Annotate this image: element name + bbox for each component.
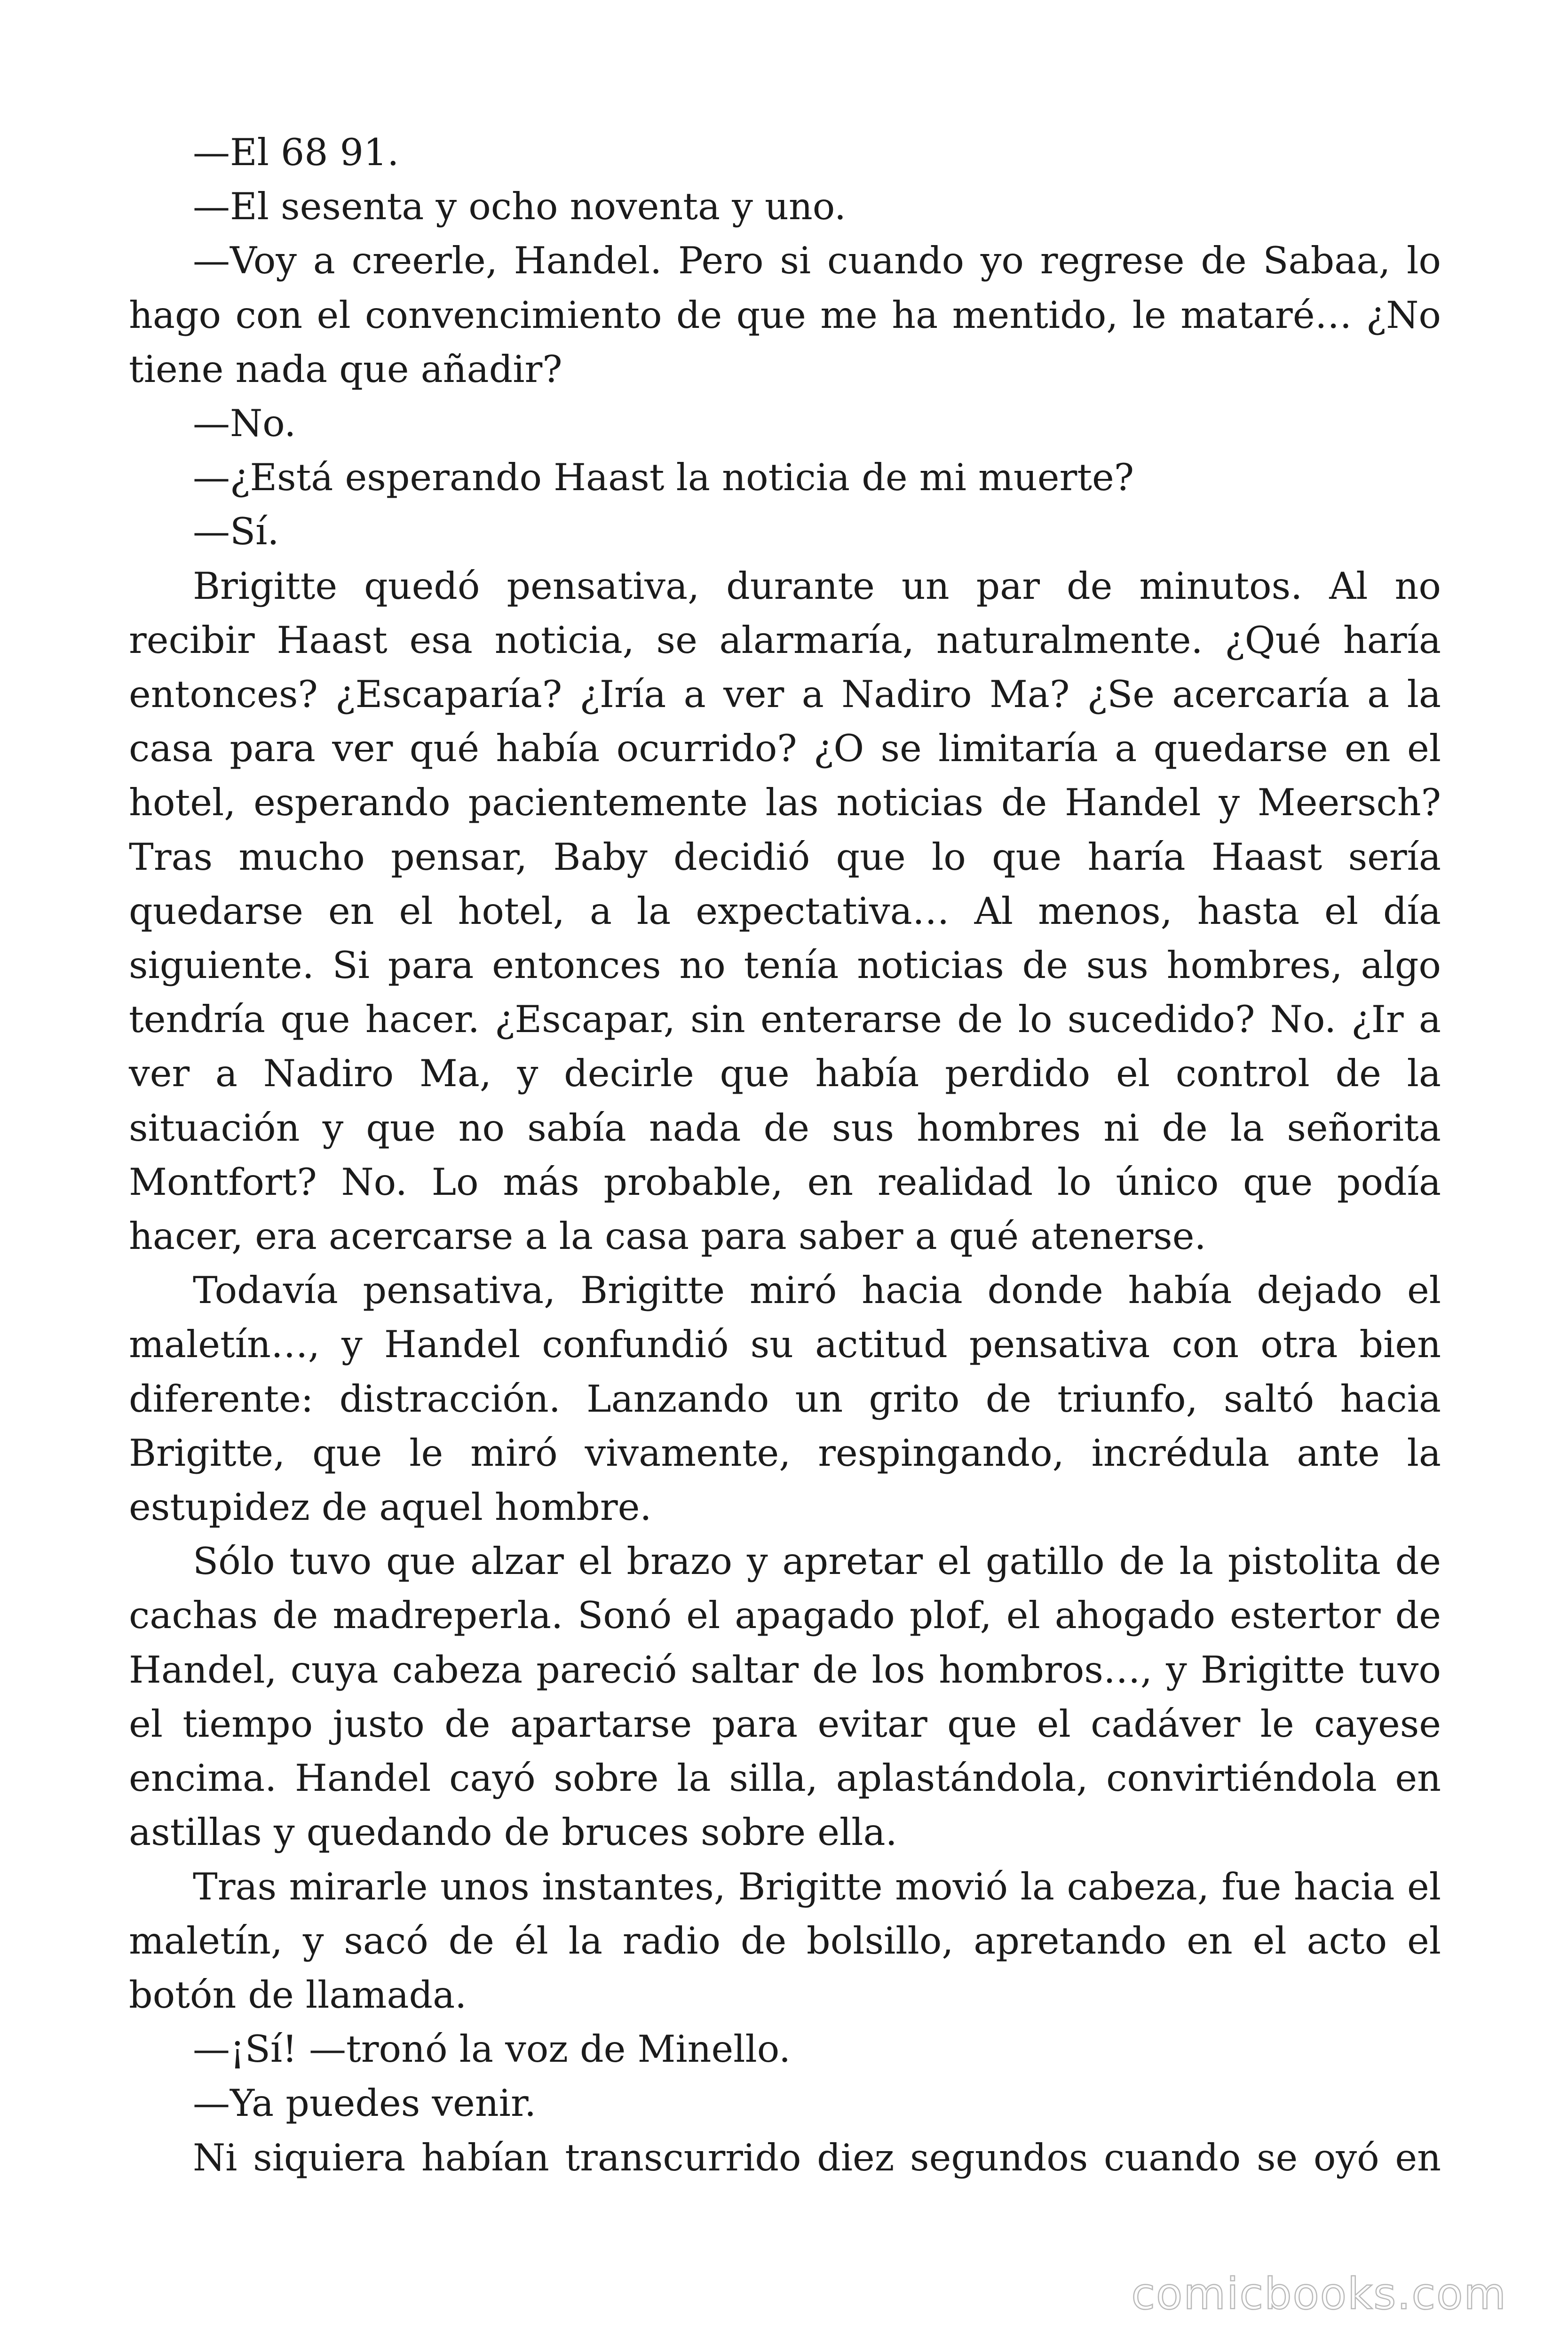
paragraph: Todavía pensativa, Brigitte miró hacia donde había dejado el maletín…, y Handel confundió su actitud pensativa con otra bien diferente: distracción. Lanzando un grito de triunfo, saltó hacia Brigitte, que le miró vivamente, respingando, incrédula ante la estupidez de aquel hombre. bbox=[129, 1269, 1441, 1529]
paragraph: Tras mirarle unos instantes, Brigitte movió la cabeza, fue hacia el maletín, y sacó de él la radio de bolsillo, apretando en el acto el botón de llamada. bbox=[129, 1865, 1441, 2017]
paragraph: —Voy a creerle, Handel. Pero si cuando yo regrese de Sabaa, lo hago con el convencimiento de que me ha mentido, le mataré… ¿No tiene nada que añadir? bbox=[129, 239, 1441, 391]
paragraph: Brigitte quedó pensativa, durante un par de minutos. Al no recibir Haast esa noticia, se alarmaría, naturalmente. ¿Qué haría entonces? ¿Escaparía? ¿Iría a ver a Nadiro Ma? ¿Se acercaría a la casa para ver qué había ocurrido? ¿O se limitaría a quedarse en el hotel, esperando pacientemente las noticias de Handel y Meersch? Tras mucho pensar, Baby decidió que lo que haría Haast sería quedarse en el hotel, a la expectativa… Al menos, hasta el día siguiente. Si para entonces no tenía noticias de sus hombres, algo tendría que hacer. ¿Escapar, sin enterarse de lo sucedido? No. ¿Ir a ver a Nadiro Ma, y decirle que había perdido el control de la situación y que no sabía nada de sus hombres ni de la señorita Montfort? No. Lo más probable, en realidad lo único que podía hacer, era acercarse a la casa para saber a qué atenerse. bbox=[129, 564, 1441, 1258]
paragraph: —Ya puedes venir. bbox=[193, 2082, 537, 2125]
paragraph: —No. bbox=[193, 402, 296, 445]
watermark: comicbooks.com bbox=[1131, 2269, 1507, 2319]
paragraph: Sólo tuvo que alzar el brazo y apretar el gatillo de la pistolita de cachas de madreperla. Sonó el apagado plof, el ahogado estertor de Handel, cuya cabeza pareció saltar de los hombros…, y Brigitte tuvo el tiempo justo de apartarse para evitar que el cadáver le cayese encima. Handel cayó sobre la silla, aplastándola, convirtiéndola en astillas y quedando de bruces sobre ella. bbox=[129, 1540, 1441, 1854]
page-body bbox=[129, 126, 1441, 2185]
paragraph: Ni siquiera habían transcurrido diez segundos cuando se oyó en bbox=[193, 2136, 1441, 2179]
paragraph: —¿Está esperando Haast la noticia de mi muerte? bbox=[193, 456, 1134, 500]
paragraph: —Sí. bbox=[193, 510, 279, 554]
paragraph: —El sesenta y ocho noventa y uno. bbox=[193, 185, 847, 229]
paragraph: —El 68 91. bbox=[193, 131, 399, 174]
paragraph: —¡Sí! —tronó la voz de Minello. bbox=[193, 2027, 791, 2071]
